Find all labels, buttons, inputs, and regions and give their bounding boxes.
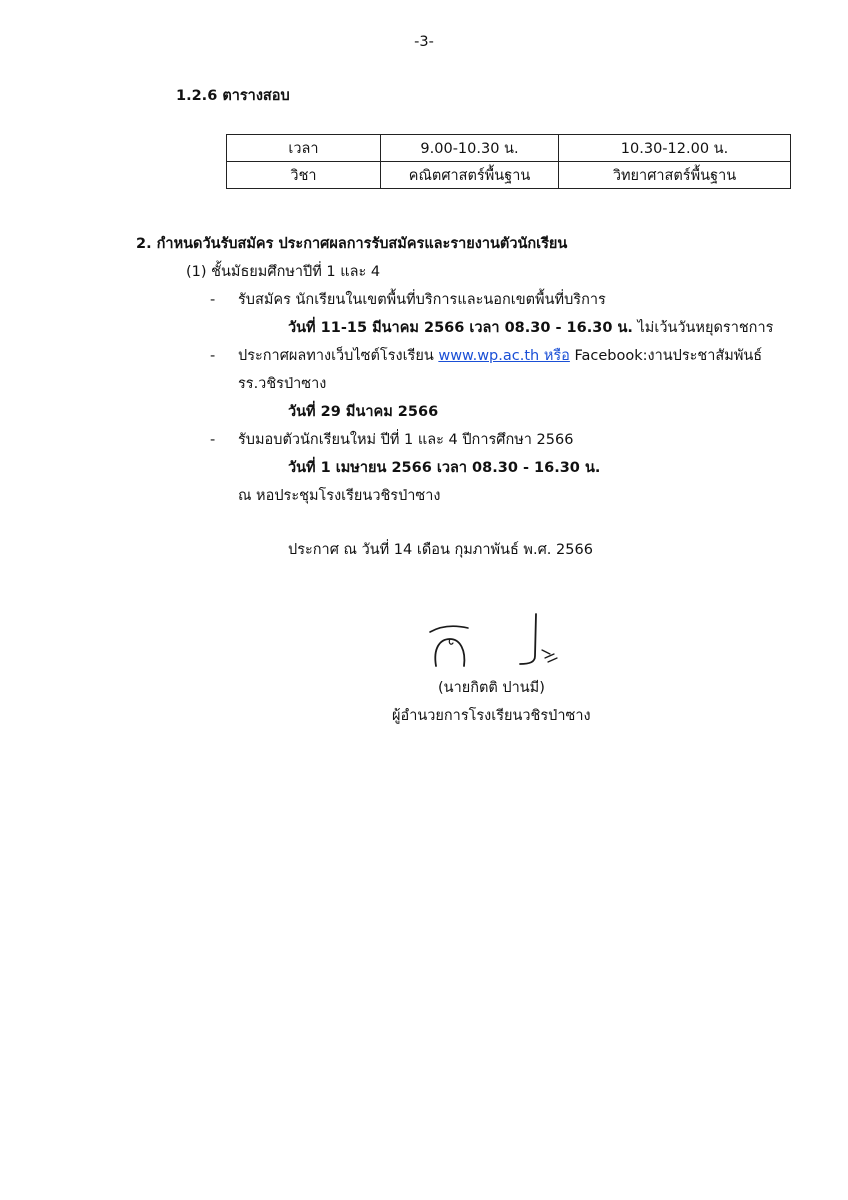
signatory-name: (นายกิตติ ปานมี) [438,680,545,696]
item-results-text [238,348,762,365]
item-application-date [288,320,773,337]
exam-schedule-table [226,134,791,189]
bullet-dash: - [210,432,216,448]
announcement-date: ประกาศ ณ วันที่ 14 เดือน กุมภาพันธ์ พ.ศ. 2566 [288,542,593,558]
table-cell: วิชา [227,162,381,189]
table-cell: 10.30-12.00 น. [559,135,791,162]
application-date-note: ไม่เว้นวันหยุดราชการ [632,320,774,336]
item-results-date: วันที่ 29 มีนาคม 2566 [288,404,439,420]
item-enrollment-date: วันที่ 1 เมษายน 2566 เวลา 08.30 - 16.30 น. [288,460,601,476]
bullet-dash: - [210,292,216,308]
table-cell: วิทยาศาสตร์พื้นฐาน [559,162,791,189]
item-enrollment-text: รับมอบตัวนักเรียนใหม่ ปีที่ 1 และ 4 ปีการศึกษา 2566 [238,432,574,448]
table-cell: 9.00-10.30 น. [381,135,559,162]
section-heading-exam-schedule: 1.2.6 ตารางสอบ [176,88,290,104]
item-enrollment-location: ณ หอประชุมโรงเรียนวชิรป่าซาง [238,488,441,504]
website-link[interactable]: www.wp.ac.th หรือ [438,348,570,364]
table-cell: เวลา [227,135,381,162]
application-date-bold: วันที่ 11-15 มีนาคม 2566 เวลา 08.30 - 16.30 น. [288,320,633,336]
subsection-grade-levels: (1) ชั้นมัธยมศึกษาปีที่ 1 และ 4 [186,264,381,280]
signatory-position: ผู้อำนวยการโรงเรียนวชิรป่าซาง [392,708,591,724]
section-heading-application-dates: 2. กำหนดวันรับสมัคร ประกาศผลการรับสมัครและรายงานตัวนักเรียน [136,236,568,252]
page-number: -3- [414,34,434,50]
results-text-after: Facebook:งานประชาสัมพันธ์ [569,348,763,364]
item-results-text-line2: รร.วชิรป่าซาง [238,376,327,392]
bullet-dash: - [210,348,216,364]
results-text-before: ประกาศผลทางเว็บไซต์โรงเรียน [238,348,439,364]
table-cell: คณิตศาสตร์พื้นฐาน [381,162,559,189]
table-row [227,162,791,189]
item-application-text: รับสมัคร นักเรียนในเขตพื้นที่บริการและนอกเขตพื้นที่บริการ [238,292,606,308]
signature-image [424,608,574,678]
table-row [227,135,791,162]
